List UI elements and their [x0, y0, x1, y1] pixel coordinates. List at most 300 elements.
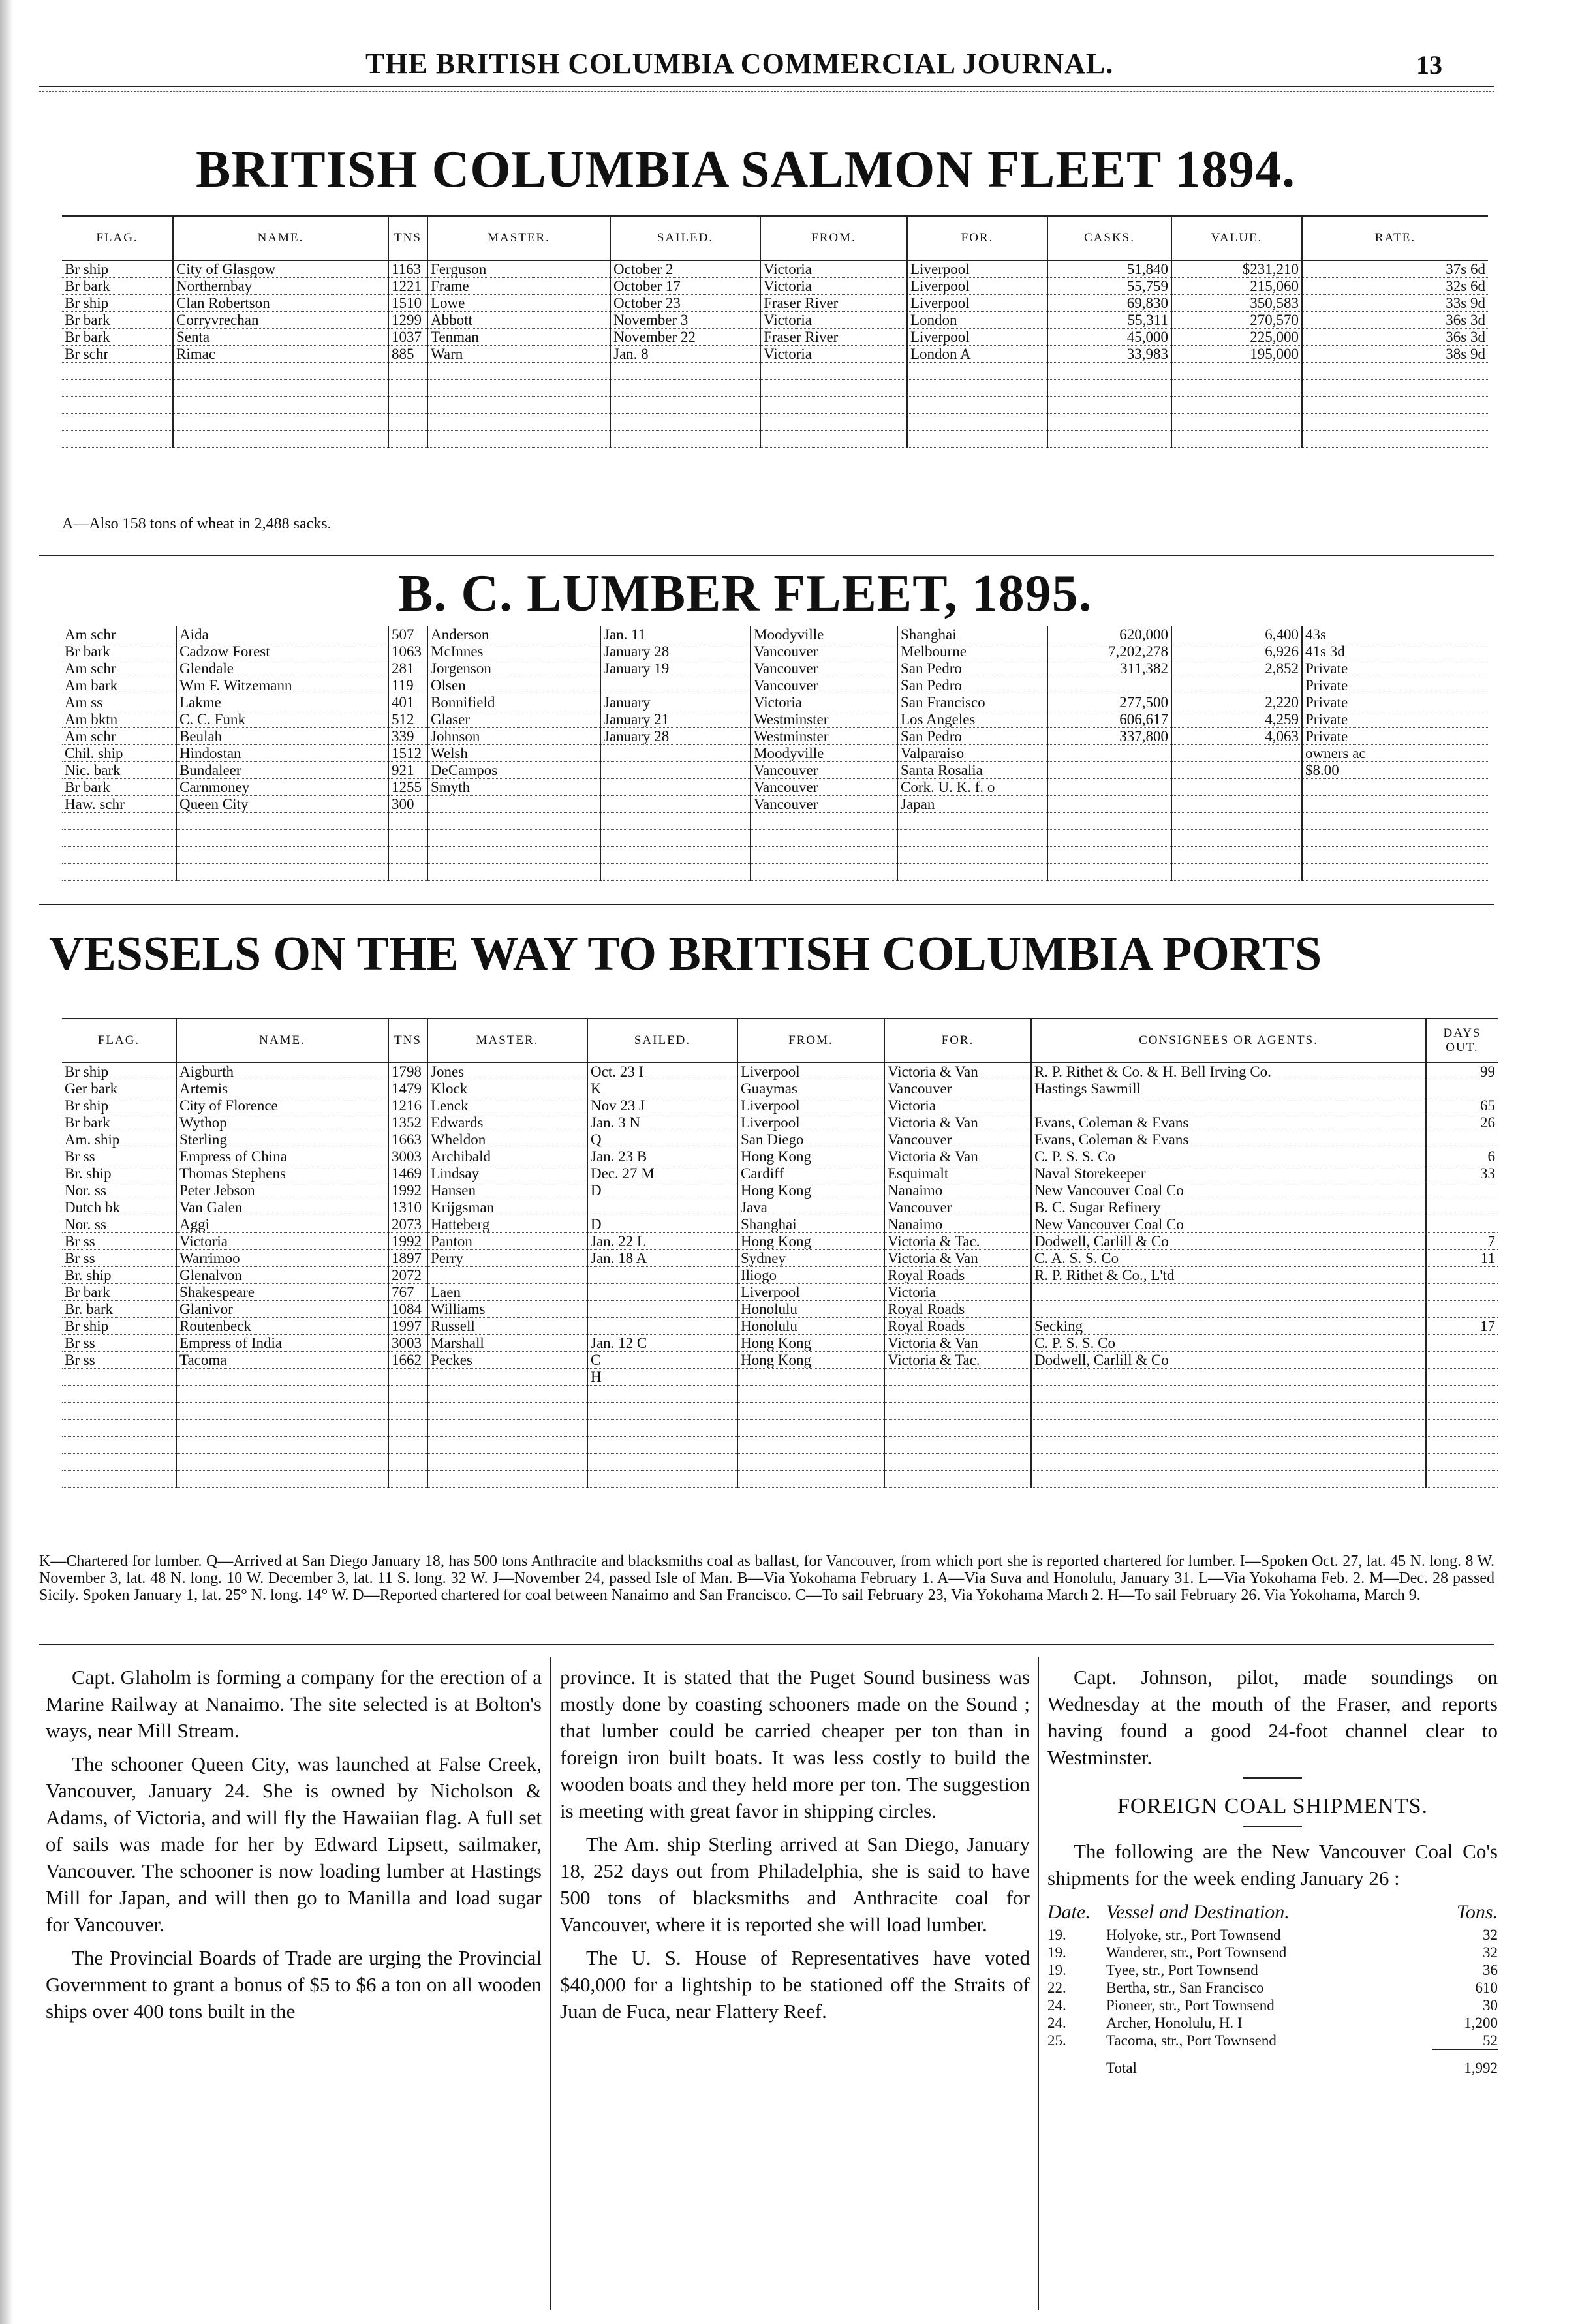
blank-cell: [760, 397, 907, 414]
table-row: [62, 796, 1488, 813]
coal-head-vessel: Vessel and Destination.: [1106, 1901, 1290, 1923]
table-cell: Am bktn: [62, 711, 176, 728]
blank-cell: [1031, 1420, 1426, 1437]
table-cell: Hong Kong: [737, 1335, 884, 1352]
table-cell: Carnmoney: [176, 779, 388, 796]
table-cell: [587, 1284, 737, 1301]
table-cell: 512: [388, 711, 427, 728]
table-cell: San Pedro: [897, 660, 1047, 677]
table-cell: Moodyville: [751, 745, 897, 762]
table-cell: Br ss: [62, 1233, 176, 1250]
blank-cell: [610, 363, 760, 380]
blank-cell: [427, 414, 610, 431]
table-cell: Warn: [427, 346, 610, 363]
column-2-paragraph: The Am. ship Sterling arrived at San Diego, January 18, 252 days out from Philadelphia, she is said to have 500 tons of blacksmiths and Anthracite coal for Vancouver, where it is reported she will load lumber.: [560, 1833, 1030, 1936]
table-cell: Shanghai: [737, 1216, 884, 1233]
table-cell: 311,382: [1047, 660, 1171, 677]
table-cell: Russell: [427, 1318, 587, 1335]
blank-cell: [737, 1454, 884, 1471]
table-cell: 507: [388, 626, 427, 643]
blank-cell: [1047, 380, 1171, 397]
table-cell: Melbourne: [897, 643, 1047, 660]
table-cell: Vancouver: [751, 643, 897, 660]
blank-cell: [884, 1420, 1031, 1437]
table-row: [62, 1250, 1498, 1267]
blank-row: [62, 431, 1488, 448]
table-row: [62, 1063, 1498, 1080]
table-cell: 33: [1426, 1165, 1498, 1182]
table-cell: Tenman: [427, 329, 610, 346]
table-cell: City of Florence: [176, 1097, 388, 1114]
blank-cell: [388, 414, 427, 431]
table-cell: Moodyville: [751, 626, 897, 643]
table-cell: C: [587, 1352, 737, 1369]
blank-cell: [62, 397, 173, 414]
table-cell: Jones: [427, 1063, 587, 1080]
table-row: [62, 1352, 1498, 1369]
table-cell: Liverpool: [907, 278, 1047, 295]
blank-cell: [587, 1386, 737, 1403]
table-cell: R. P. Rithet & Co., L'td: [1031, 1267, 1426, 1284]
blank-cell: [388, 1454, 427, 1471]
table-cell: Naval Storekeeper: [1031, 1165, 1426, 1182]
coal-cell: Wanderer, str., Port Townsend: [1106, 1944, 1287, 1961]
table-cell: Lowe: [427, 295, 610, 312]
table-cell: Klock: [427, 1080, 587, 1097]
table-cell: Q: [587, 1131, 737, 1148]
table-row: [62, 1233, 1498, 1250]
coal-cell: Pioneer, str., Port Townsend: [1106, 1997, 1275, 2013]
blank-cell: [587, 1403, 737, 1420]
table-row: [62, 677, 1488, 694]
table-cell: H: [587, 1369, 737, 1386]
coal-head-tons: Tons.: [1456, 1901, 1498, 1923]
salmon-col-header: SAILED.: [610, 216, 760, 260]
table-cell: San Pedro: [897, 677, 1047, 694]
coal-cell: 22.: [1047, 1980, 1066, 1996]
table-cell: $231,210: [1171, 260, 1302, 278]
table-cell: Br ss: [62, 1148, 176, 1165]
table-cell: 7: [1426, 1233, 1498, 1250]
blank-cell: [907, 414, 1047, 431]
table-cell: Evans, Coleman & Evans: [1031, 1114, 1426, 1131]
salmon-col-header: NAME.: [173, 216, 388, 260]
table-cell: [427, 1369, 587, 1386]
blank-cell: [1302, 830, 1488, 847]
blank-cell: [1031, 1454, 1426, 1471]
table-cell: Hong Kong: [737, 1352, 884, 1369]
blank-cell: [427, 830, 600, 847]
blank-cell: [1171, 363, 1302, 380]
table-cell: 17: [1426, 1318, 1498, 1335]
blank-row: [62, 363, 1488, 380]
blank-cell: [388, 1471, 427, 1488]
list-item: [1047, 1961, 1498, 1979]
blank-cell: [62, 414, 173, 431]
table-cell: October 23: [610, 295, 760, 312]
blank-cell: [388, 864, 427, 881]
table-cell: Vancouver: [751, 762, 897, 779]
table-cell: Los Angeles: [897, 711, 1047, 728]
table-cell: [388, 1369, 427, 1386]
table-cell: Jan. 8: [610, 346, 760, 363]
blank-row: [62, 830, 1488, 847]
blank-cell: [884, 1471, 1031, 1488]
table-cell: Nanaimo: [884, 1182, 1031, 1199]
table-cell: Clan Robertson: [173, 295, 388, 312]
vessels-title: VESSELS ON THE WAY TO BRITISH COLUMBIA PORTS: [49, 927, 1322, 981]
blank-cell: [1047, 830, 1171, 847]
column-divider-2: [1038, 1657, 1039, 2310]
table-cell: November 3: [610, 312, 760, 329]
blank-cell: [737, 1420, 884, 1437]
coal-head-date: Date.: [1047, 1901, 1091, 1923]
blank-cell: [760, 414, 907, 431]
table-cell: Br bark: [62, 278, 173, 295]
table-cell: 1663: [388, 1131, 427, 1148]
vessels-col-header: CONSIGNEES OR AGENTS.: [1031, 1018, 1426, 1063]
table-cell: Westminster: [751, 711, 897, 728]
table-cell: 119: [388, 677, 427, 694]
table-cell: Johnson: [427, 728, 600, 745]
blank-cell: [1031, 1386, 1426, 1403]
table-cell: Bonnifield: [427, 694, 600, 711]
blank-row: [62, 1420, 1498, 1437]
table-cell: Panton: [427, 1233, 587, 1250]
table-cell: [1426, 1369, 1498, 1386]
table-cell: Queen City: [176, 796, 388, 813]
table-cell: McInnes: [427, 643, 600, 660]
table-cell: [1031, 1097, 1426, 1114]
table-cell: Vancouver: [751, 660, 897, 677]
table-cell: Olsen: [427, 677, 600, 694]
blank-cell: [610, 380, 760, 397]
vessels-table: [62, 1018, 1498, 1488]
table-cell: London: [907, 312, 1047, 329]
list-item: [1047, 1926, 1498, 1944]
table-cell: Jorgenson: [427, 660, 600, 677]
table-row: [62, 660, 1488, 677]
table-cell: 767: [388, 1284, 427, 1301]
salmon-col-header: MASTER.: [427, 216, 610, 260]
table-cell: Cardiff: [737, 1165, 884, 1182]
header-rule: [39, 86, 1494, 87]
section-rule-3: [39, 1644, 1494, 1645]
table-cell: Vancouver: [751, 779, 897, 796]
table-cell: [1171, 745, 1302, 762]
table-cell: 1310: [388, 1199, 427, 1216]
blank-cell: [907, 431, 1047, 448]
coal-intro: The following are the New Vancouver Coal Co's shipments for the week ending January 26 :: [1047, 1840, 1498, 1889]
table-cell: K: [587, 1080, 737, 1097]
table-cell: R. P. Rithet & Co. & H. Bell Irving Co.: [1031, 1063, 1426, 1080]
table-cell: Dodwell, Carlill & Co: [1031, 1233, 1426, 1250]
table-cell: Royal Roads: [884, 1267, 1031, 1284]
blank-cell: [176, 1386, 388, 1403]
table-cell: 195,000: [1171, 346, 1302, 363]
blank-cell: [427, 1454, 587, 1471]
blank-cell: [62, 1454, 176, 1471]
blank-cell: [760, 380, 907, 397]
table-cell: owners ac: [1302, 745, 1488, 762]
table-cell: Aigburth: [176, 1063, 388, 1080]
table-cell: Jan. 18 A: [587, 1250, 737, 1267]
table-cell: Glendale: [176, 660, 388, 677]
table-cell: Br bark: [62, 1114, 176, 1131]
table-cell: Victoria & Van: [884, 1148, 1031, 1165]
table-cell: 33,983: [1047, 346, 1171, 363]
blank-cell: [897, 847, 1047, 864]
blank-cell: [62, 830, 176, 847]
table-cell: Honolulu: [737, 1318, 884, 1335]
table-cell: Hatteberg: [427, 1216, 587, 1233]
table-cell: $8.00: [1302, 762, 1488, 779]
list-item: [1047, 2032, 1498, 2050]
blank-cell: [388, 397, 427, 414]
salmon-col-header: VALUE.: [1171, 216, 1302, 260]
table-row: [62, 329, 1488, 346]
table-cell: Private: [1302, 694, 1488, 711]
table-row: [62, 1267, 1498, 1284]
blank-cell: [1047, 847, 1171, 864]
blank-cell: [760, 363, 907, 380]
table-cell: November 22: [610, 329, 760, 346]
coal-cell: 25.: [1047, 2032, 1066, 2049]
table-cell: London A: [907, 346, 1047, 363]
blank-cell: [884, 1437, 1031, 1454]
blank-cell: [1171, 813, 1302, 830]
table-cell: October 2: [610, 260, 760, 278]
table-cell: 281: [388, 660, 427, 677]
table-cell: 277,500: [1047, 694, 1171, 711]
table-cell: [1302, 779, 1488, 796]
table-cell: 26: [1426, 1114, 1498, 1131]
table-cell: Br bark: [62, 312, 173, 329]
table-cell: Nanaimo: [884, 1216, 1031, 1233]
blank-cell: [610, 414, 760, 431]
news-column-2: [560, 1664, 1030, 2031]
table-row: [62, 1284, 1498, 1301]
table-cell: Br. bark: [62, 1301, 176, 1318]
list-item: [1047, 1979, 1498, 1996]
ornament-rule: [1243, 1777, 1302, 1779]
table-cell: [1047, 779, 1171, 796]
table-cell: City of Glasgow: [173, 260, 388, 278]
table-cell: Vancouver: [751, 796, 897, 813]
table-row: [62, 711, 1488, 728]
table-cell: 1299: [388, 312, 427, 329]
blank-cell: [737, 1471, 884, 1488]
table-cell: Liverpool: [737, 1284, 884, 1301]
blank-cell: [884, 1386, 1031, 1403]
table-cell: [1171, 796, 1302, 813]
table-cell: Chil. ship: [62, 745, 176, 762]
blank-cell: [62, 431, 173, 448]
coal-cell: 24.: [1047, 2015, 1066, 2031]
table-cell: San Francisco: [897, 694, 1047, 711]
table-cell: Jan. 3 N: [587, 1114, 737, 1131]
coal-cell: 52: [1483, 2032, 1498, 2049]
table-cell: [1426, 1267, 1498, 1284]
table-cell: C. A. S. S. Co: [1031, 1250, 1426, 1267]
table-cell: [1171, 677, 1302, 694]
table-cell: Aggi: [176, 1216, 388, 1233]
table-cell: Hastings Sawmill: [1031, 1080, 1426, 1097]
blank-cell: [1302, 864, 1488, 881]
salmon-col-header: RATE.: [1302, 216, 1488, 260]
coal-cell: Tyee, str., Port Townsend: [1106, 1962, 1258, 1978]
table-cell: 270,570: [1171, 312, 1302, 329]
table-cell: 337,800: [1047, 728, 1171, 745]
table-cell: January 21: [600, 711, 751, 728]
coal-total-label: Total: [1106, 2059, 1137, 2076]
salmon-col-header: FOR.: [907, 216, 1047, 260]
vessels-col-header: DAYS OUT.: [1426, 1018, 1498, 1063]
table-cell: Japan: [897, 796, 1047, 813]
blank-cell: [1426, 1403, 1498, 1420]
table-cell: Victoria: [760, 346, 907, 363]
table-cell: 1063: [388, 643, 427, 660]
salmon-col-header: CASKS.: [1047, 216, 1171, 260]
blank-cell: [1047, 431, 1171, 448]
table-cell: Archibald: [427, 1148, 587, 1165]
blank-cell: [1047, 414, 1171, 431]
blank-cell: [1302, 414, 1488, 431]
blank-cell: [173, 397, 388, 414]
table-cell: [600, 779, 751, 796]
blank-cell: [884, 1403, 1031, 1420]
blank-cell: [427, 431, 610, 448]
table-cell: 6,926: [1171, 643, 1302, 660]
table-cell: Victoria: [884, 1097, 1031, 1114]
blank-cell: [587, 1437, 737, 1454]
blank-cell: [1171, 414, 1302, 431]
table-cell: Shakespeare: [176, 1284, 388, 1301]
blank-cell: [388, 431, 427, 448]
coal-cell: Archer, Honolulu, H. I: [1106, 2015, 1243, 2031]
table-cell: Vancouver: [751, 677, 897, 694]
table-cell: 41s 3d: [1302, 643, 1488, 660]
table-cell: 1221: [388, 278, 427, 295]
table-cell: Private: [1302, 728, 1488, 745]
table-cell: 921: [388, 762, 427, 779]
table-cell: January 19: [600, 660, 751, 677]
blank-cell: [610, 431, 760, 448]
table-cell: Victoria & Van: [884, 1335, 1031, 1352]
table-cell: 350,583: [1171, 295, 1302, 312]
table-row: [62, 260, 1488, 278]
salmon-col-header: FROM.: [760, 216, 907, 260]
blank-cell: [176, 1420, 388, 1437]
table-cell: [884, 1369, 1031, 1386]
table-row: [62, 1114, 1498, 1131]
table-cell: Perry: [427, 1250, 587, 1267]
blank-cell: [176, 1471, 388, 1488]
blank-cell: [173, 363, 388, 380]
vessels-col-header: MASTER.: [427, 1018, 587, 1063]
table-cell: Rimac: [173, 346, 388, 363]
blank-cell: [1302, 431, 1488, 448]
table-cell: Br. ship: [62, 1165, 176, 1182]
column-3-paragraph: Capt. Johnson, pilot, made soundings on Wednesday at the mouth of the Fraser, and reports having found a good 24-foot channel clear to Westminster.: [1047, 1666, 1498, 1769]
table-cell: [1426, 1335, 1498, 1352]
blank-cell: [1047, 864, 1171, 881]
table-cell: New Vancouver Coal Co: [1031, 1182, 1426, 1199]
table-cell: [1426, 1284, 1498, 1301]
salmon-col-header: TNS: [388, 216, 427, 260]
blank-cell: [427, 1420, 587, 1437]
blank-cell: [1171, 847, 1302, 864]
table-cell: Frame: [427, 278, 610, 295]
coal-shipments-table: [1047, 1898, 1498, 2077]
blank-cell: [1426, 1386, 1498, 1403]
table-cell: [1171, 779, 1302, 796]
table-cell: Br bark: [62, 1284, 176, 1301]
table-cell: Java: [737, 1199, 884, 1216]
blank-cell: [587, 1420, 737, 1437]
table-cell: Lakme: [176, 694, 388, 711]
table-cell: [1047, 762, 1171, 779]
table-cell: Hong Kong: [737, 1148, 884, 1165]
table-cell: [587, 1199, 737, 1216]
blank-cell: [897, 864, 1047, 881]
vessels-col-header: FROM.: [737, 1018, 884, 1063]
blank-cell: [907, 363, 1047, 380]
table-cell: 1992: [388, 1182, 427, 1199]
table-cell: 55,311: [1047, 312, 1171, 329]
table-cell: Victoria & Van: [884, 1250, 1031, 1267]
table-row: [62, 762, 1488, 779]
table-row: [62, 1080, 1498, 1097]
table-cell: [587, 1267, 737, 1284]
table-cell: Anderson: [427, 626, 600, 643]
blank-cell: [388, 1420, 427, 1437]
table-cell: Private: [1302, 711, 1488, 728]
table-cell: Ger bark: [62, 1080, 176, 1097]
list-item: [1047, 1944, 1498, 1961]
blank-cell: [427, 813, 600, 830]
blank-cell: [176, 813, 388, 830]
blank-cell: [1426, 1471, 1498, 1488]
blank-cell: [587, 1471, 737, 1488]
table-row: [62, 694, 1488, 711]
blank-cell: [1171, 380, 1302, 397]
table-cell: 37s 6d: [1302, 260, 1488, 278]
table-cell: Br ship: [62, 1097, 176, 1114]
table-cell: Warrimoo: [176, 1250, 388, 1267]
table-row: [62, 312, 1488, 329]
column-2-paragraph: The U. S. House of Representatives have voted $40,000 for a lightship to be stationed off the Straits of Juan de Fuca, near Flattery Reef.: [560, 1946, 1030, 2023]
vessels-col-header: FLAG.: [62, 1018, 176, 1063]
table-cell: Am schr: [62, 626, 176, 643]
table-cell: [1047, 796, 1171, 813]
table-cell: 11: [1426, 1250, 1498, 1267]
table-cell: [176, 1369, 388, 1386]
table-cell: Br ship: [62, 260, 173, 278]
header-rule-dashed: [39, 91, 1494, 92]
blank-cell: [62, 1437, 176, 1454]
blank-cell: [62, 1471, 176, 1488]
table-cell: Wythop: [176, 1114, 388, 1131]
table-cell: Empress of China: [176, 1148, 388, 1165]
table-cell: Vancouver: [884, 1131, 1031, 1148]
table-cell: Northernbay: [173, 278, 388, 295]
table-cell: Vancouver: [884, 1199, 1031, 1216]
table-cell: Haw. schr: [62, 796, 176, 813]
table-cell: D: [587, 1216, 737, 1233]
table-cell: Hong Kong: [737, 1182, 884, 1199]
blank-row: [62, 864, 1488, 881]
